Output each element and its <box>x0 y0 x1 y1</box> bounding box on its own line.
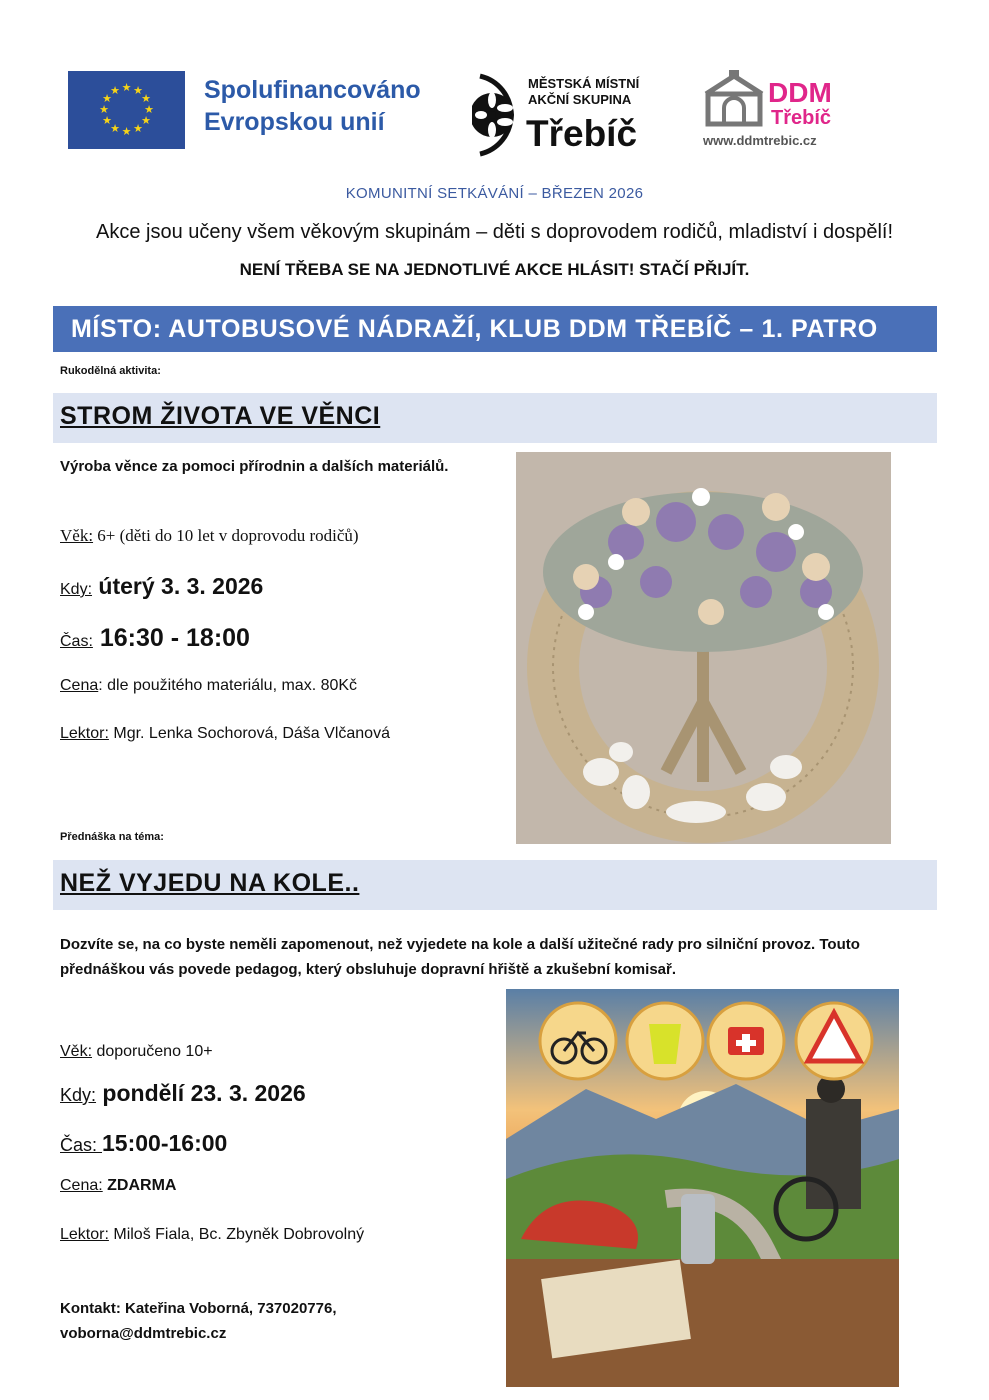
svg-text:★: ★ <box>121 81 132 94</box>
lecturer-label: Lektor: <box>60 1226 109 1243</box>
age-label: Věk: <box>60 1043 93 1060</box>
mas-title <box>528 76 639 108</box>
event1-time-row <box>60 624 250 653</box>
lecturer-value: Miloš Fiala, Bc. Zbyněk Dobrovolný <box>108 1226 365 1243</box>
mas-line-1: MĚSTSKÁ MÍSTNÍ <box>528 76 640 91</box>
when-label: Kdy: <box>60 1085 97 1105</box>
mas-emblem-icon <box>472 72 522 158</box>
price-value: ZDARMA <box>102 1177 177 1194</box>
event1-when-row <box>60 573 263 600</box>
eu-flag-logo <box>68 71 185 149</box>
event2-price-row <box>60 1177 176 1195</box>
ddm-city: Třebíč <box>771 107 832 129</box>
when-label: Kdy: <box>60 581 93 598</box>
event1-age-row <box>60 526 359 546</box>
ddm-name: DDM <box>768 77 832 108</box>
eu-cofinanced-text <box>204 74 421 138</box>
event1-title: STROM ŽIVOTA VE VĚNCI <box>60 402 381 430</box>
when-value: úterý 3. 3. 2026 <box>92 573 264 599</box>
lecturer-label: Lektor: <box>60 725 109 742</box>
svg-text:★: ★ <box>110 84 120 97</box>
subtitle: KOMUNITNÍ SETKÁVÁNÍ – BŘEZEN 2026 <box>345 185 644 202</box>
time-value: 16:30 - 18:00 <box>92 624 250 652</box>
age-label: Věk: <box>60 526 94 545</box>
wreath-photo <box>516 452 891 844</box>
ddm-url[interactable]: www.ddmtrebic.cz <box>703 133 817 148</box>
event2-age-row <box>60 1043 213 1061</box>
event2-time-row <box>60 1130 227 1157</box>
svg-text:★: ★ <box>133 84 143 97</box>
event2-title: NEŽ VYJEDU NA KOLE.. <box>60 869 360 897</box>
mas-city: Třebíč <box>526 113 638 154</box>
time-label: Čas: <box>60 1135 103 1155</box>
intro-bold-text: NENÍ TŘEBA SE NA JEDNOTLIVÉ AKCE HLÁSIT! STAČÍ PŘIJÍT. <box>239 260 750 279</box>
time-label: Čas: <box>60 633 93 650</box>
eu-line-2: Evropskou unií <box>204 108 385 136</box>
svg-text:★: ★ <box>110 122 120 135</box>
event1-description: Výroba věnce za pomoci přírodnin a dalších materiálů. <box>60 458 449 475</box>
svg-text:★: ★ <box>99 103 109 116</box>
age-value: 6+ (děti do 10 let v doprovodu rodičů) <box>93 526 359 545</box>
eu-line-1: Spolufinancováno <box>204 76 421 104</box>
svg-text:★: ★ <box>141 114 151 127</box>
ddm-house-icon <box>702 68 766 128</box>
time-value: 15:00-16:00 <box>102 1130 228 1156</box>
intro-text: Akce jsou učeny všem věkovým skupinám – děti s doprovodem rodičů, mladiství i dospělí! <box>95 221 894 243</box>
when-value: pondělí 23. 3. 2026 <box>96 1080 306 1106</box>
place-banner: MÍSTO: AUTOBUSOVÉ NÁDRAŽÍ, KLUB DDM TŘEBÍČ – 1. PATRO <box>53 306 937 352</box>
contact-line-1: Kontakt: Kateřina Voborná, 737020776, <box>60 1300 337 1317</box>
age-value: doporučeno 10+ <box>92 1043 213 1060</box>
svg-text:★: ★ <box>144 103 154 116</box>
cycling-illustration <box>506 989 899 1387</box>
price-label: Cena: <box>60 1177 103 1194</box>
svg-text:★: ★ <box>121 125 132 138</box>
svg-text:★: ★ <box>141 92 151 105</box>
price-label: Cena <box>60 677 99 694</box>
svg-text:★: ★ <box>102 92 112 105</box>
event1-section-label: Rukodělná aktivita: <box>60 365 161 377</box>
event1-lecturer-row <box>60 725 390 743</box>
mas-line-2: AKČNÍ SKUPINA <box>528 92 632 107</box>
svg-text:★: ★ <box>133 122 143 135</box>
contact-email[interactable]: voborna@ddmtrebic.cz <box>60 1325 227 1342</box>
event2-lecturer-row <box>60 1226 364 1244</box>
event2-section-label: Přednáška na téma: <box>60 831 164 843</box>
svg-text:★: ★ <box>102 114 112 127</box>
event1-price-row <box>60 677 357 695</box>
price-value: : dle použitého materiálu, max. 80Kč <box>98 677 358 694</box>
lecturer-value: Mgr. Lenka Sochorová, Dáša Vlčanová <box>108 725 390 742</box>
contact-info <box>60 1296 337 1346</box>
event2-description: Dozvíte se, na co byste neměli zapomenout, než vyjedete na kole a další užitečné rady pro silniční provoz. Touto přednáškou vás povede pedagog, který obsluhuje dopravní hřiště a zkušební komisař. <box>60 936 860 978</box>
event2-when-row <box>60 1080 306 1107</box>
